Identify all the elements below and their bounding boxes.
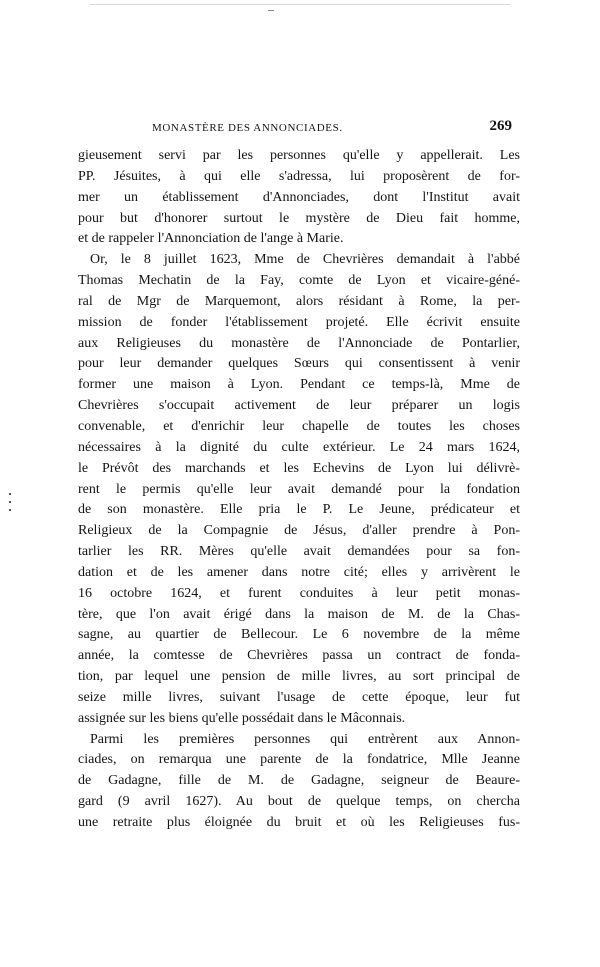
text-line: rent le permis qu'elle leur avait demandé pour la fondation bbox=[78, 481, 520, 497]
text-line: de son monastère. Elle pria le P. Le Jeune, prédicateur et bbox=[78, 502, 520, 518]
text-line: aux Religieuses du monastère de l'Annonciade de Pontarlier, bbox=[78, 335, 520, 351]
text-line: convenable, et d'enrichir leur chapelle de toutes les choses bbox=[78, 418, 520, 434]
text-line: Thomas Mechatin de la Fay, comte de Lyon et vicaire-géné- bbox=[78, 273, 520, 289]
body-text bbox=[78, 146, 520, 834]
text-line: de Gadagne, fille de M. de Gadagne, seigneur de Beaure- bbox=[78, 773, 520, 789]
text-line: PP. Jésuites, à qui elle s'adressa, lui proposèrent de for- bbox=[78, 168, 520, 184]
page-number: 269 bbox=[489, 118, 512, 134]
text-line: le Prévôt des marchands et les Echevins de Lyon lui délivrè- bbox=[78, 460, 520, 476]
text-line: former une maison à Lyon. Pendant ce temps-là, Mme de bbox=[78, 377, 520, 393]
text-line: mission de fonder l'établissement projeté. Elle écrivit ensuite bbox=[78, 314, 520, 330]
top-mark bbox=[268, 10, 274, 11]
text-line: mer un établissement d'Annonciades, dont l'Institut avait bbox=[78, 189, 520, 205]
text-line: Religieux de la Compagnie de Jésus, d'aller prendre à Pon- bbox=[78, 523, 520, 539]
margin-marks bbox=[6, 490, 16, 530]
text-line: gard (9 avril 1627). Au bout de quelque temps, on chercha bbox=[78, 794, 520, 810]
text-line: Parmi les premières personnes qui entrèrent aux Annon- bbox=[90, 731, 520, 747]
text-line: nécessaires à la dignité du culte extérieur. Le 24 mars 1624, bbox=[78, 439, 520, 455]
text-line: assignée sur les biens qu'elle possédait dans le Mâconnais. bbox=[78, 710, 406, 726]
running-head: MONASTÈRE DES ANNONCIADES. bbox=[152, 122, 343, 134]
text-line: pour but d'honorer surtout le mystère de Dieu fait homme, bbox=[78, 210, 520, 226]
text-line: tion, par lequel une pension de mille livres, au sort principal de bbox=[78, 669, 520, 685]
text-line: tarlier les RR. Mères qu'elle avait demandées pour sa fon- bbox=[78, 544, 520, 560]
text-line: année, la comtesse de Chevrières passa un contract de fonda- bbox=[78, 648, 520, 664]
text-line: ral de Mgr de Marquemont, alors résidant à Rome, la per- bbox=[78, 293, 520, 309]
text-line: pour leur demander quelques Sœurs qui consentissent à venir bbox=[78, 356, 520, 372]
text-line: sagne, au quartier de Bellecour. Le 6 novembre de la même bbox=[78, 627, 520, 643]
text-line: seize mille livres, suivant l'usage de cette époque, leur fut bbox=[78, 689, 520, 705]
text-line: ciades, on remarqua une parente de la fondatrice, Mlle Jeanne bbox=[78, 752, 520, 768]
text-line: une retraite plus éloignée du bruit et où les Religieuses fus- bbox=[78, 815, 520, 830]
text-line: tère, que l'on avait érigé dans la maison de M. de la Chas- bbox=[78, 606, 520, 622]
text-line: et de rappeler l'Annonciation de l'ange à Marie. bbox=[78, 231, 344, 247]
text-line: Chevrières s'occupait activement de leur préparer un logis bbox=[78, 398, 520, 414]
text-line: gieusement servi par les personnes qu'elle y appellerait. Les bbox=[78, 148, 520, 163]
top-rule bbox=[90, 4, 510, 5]
text-line: 16 octobre 1624, et furent conduites à leur petit monas- bbox=[78, 585, 520, 601]
text-line: dation et de les amener dans notre cité; elles y arrivèrent le bbox=[78, 564, 520, 580]
text-line: Or, le 8 juillet 1623, Mme de Chevrières demandait à l'abbé bbox=[90, 252, 520, 268]
page-header bbox=[78, 118, 562, 140]
